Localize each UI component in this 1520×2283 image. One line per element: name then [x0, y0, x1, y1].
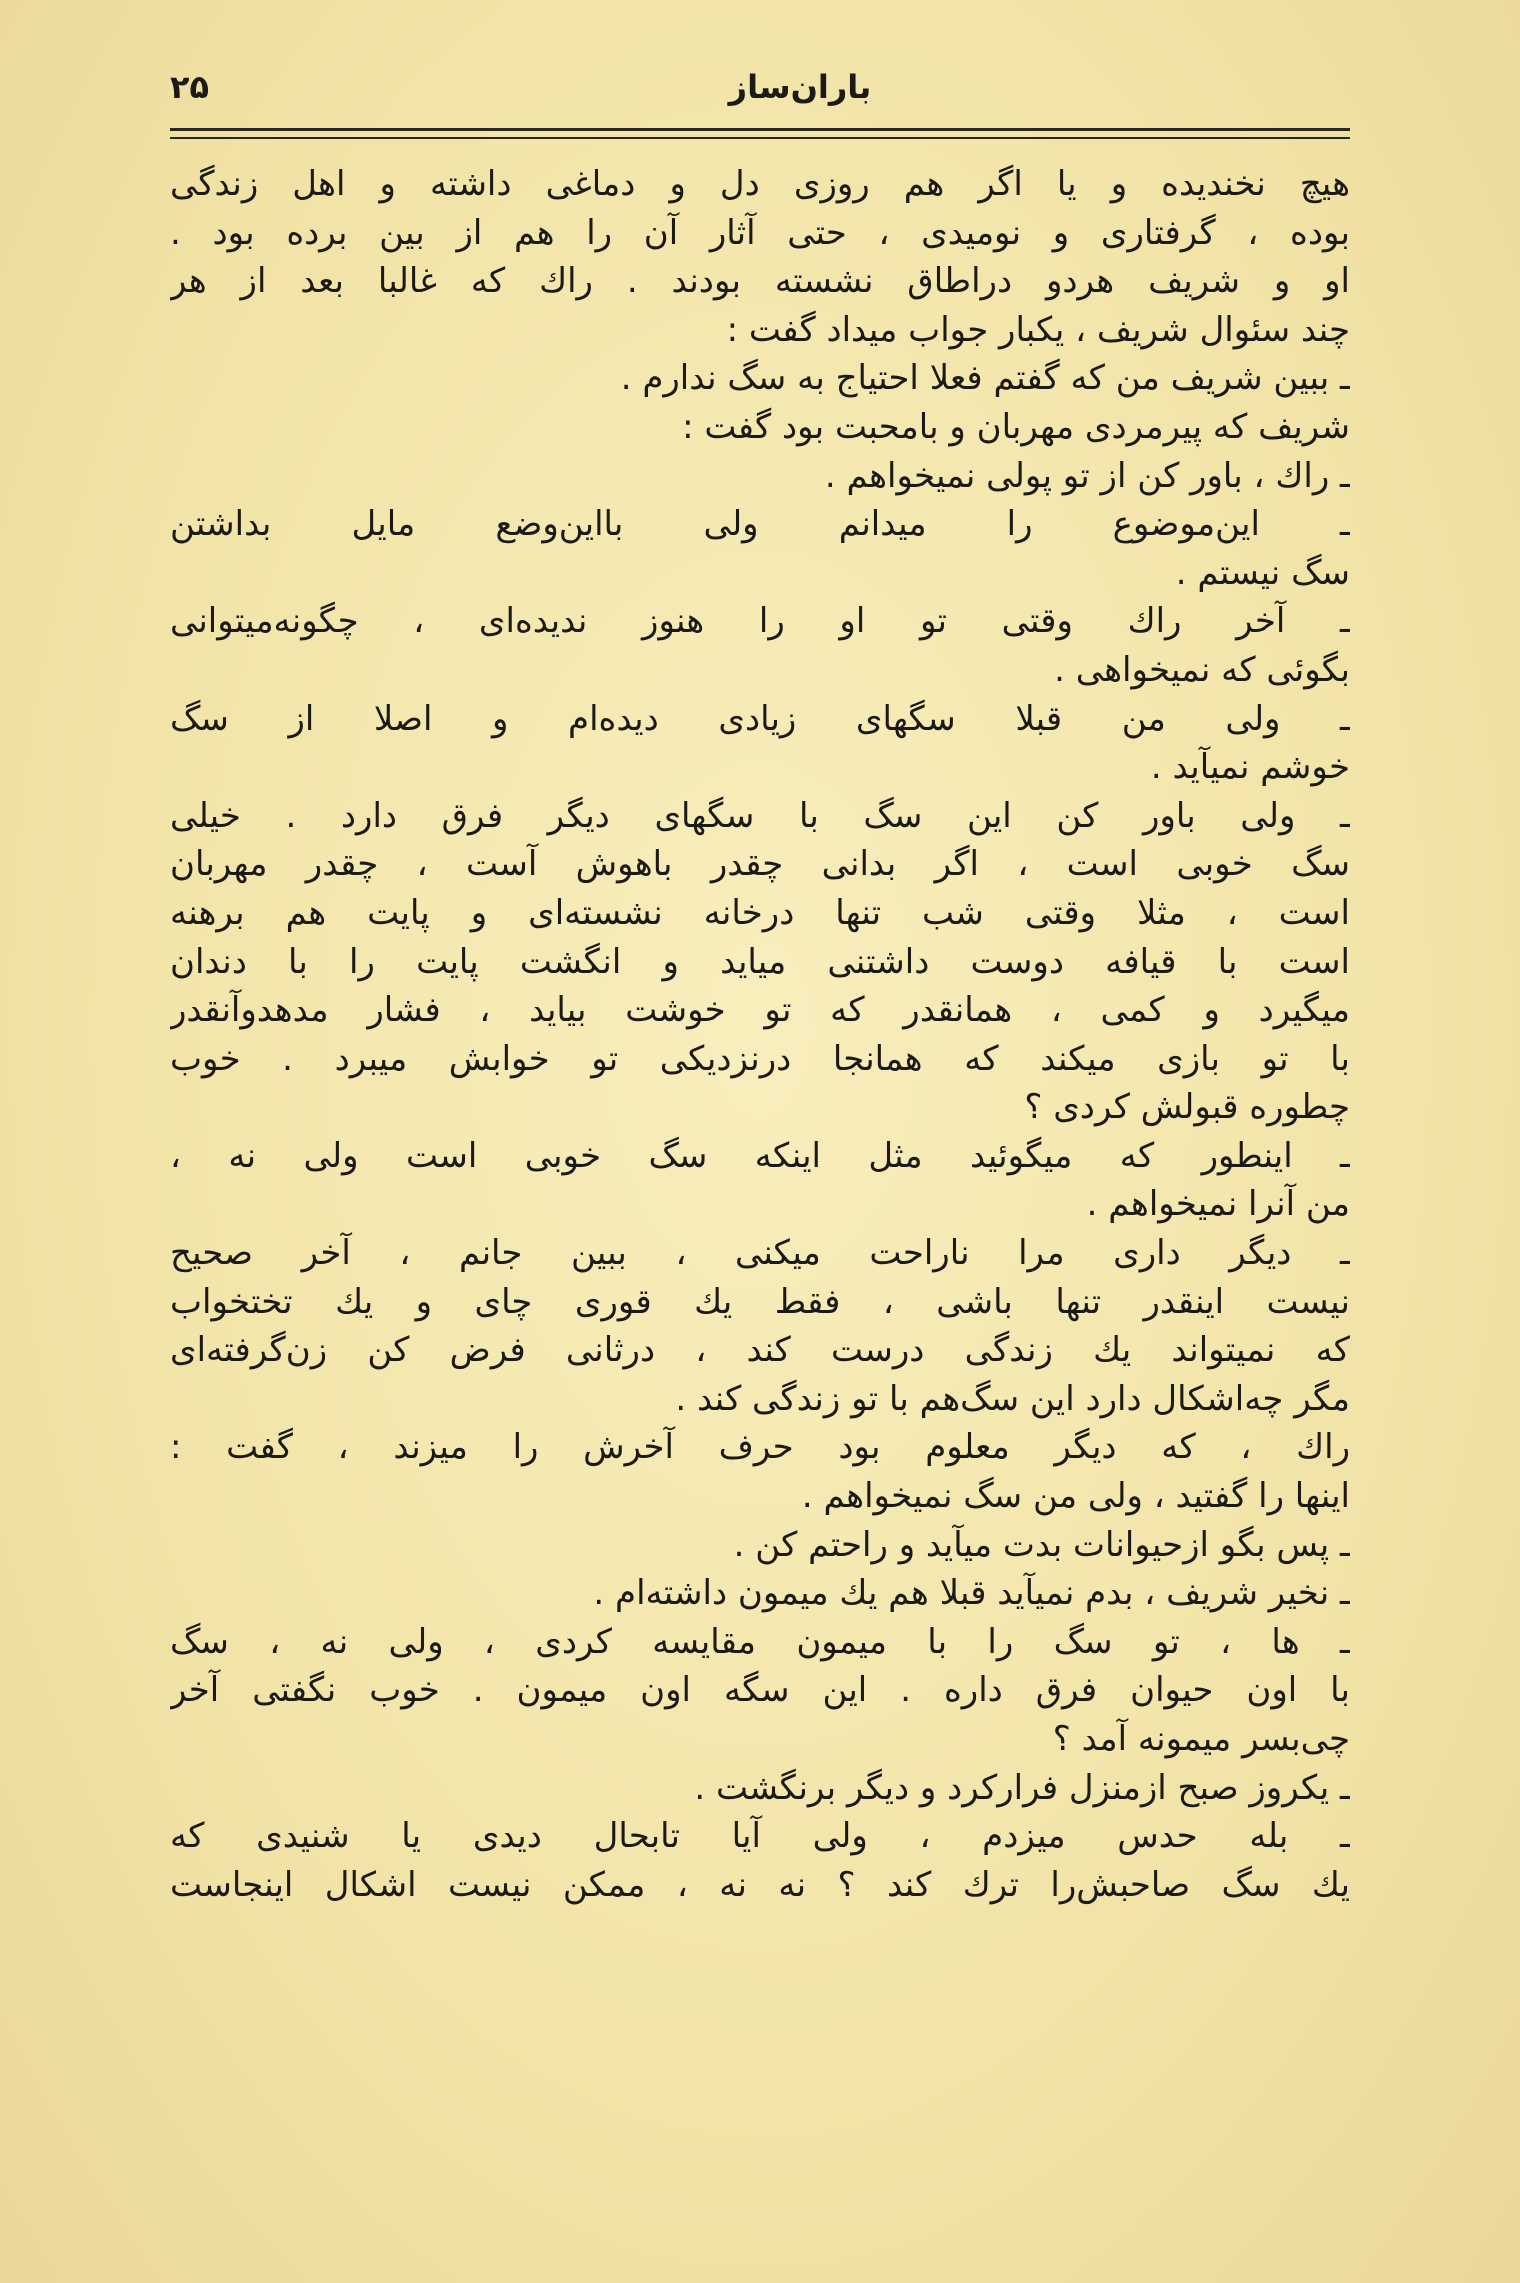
text-line: چی‌بسر میمونه آمد ؟: [1052, 1719, 1350, 1759]
page-number: ۲۵: [170, 68, 210, 106]
text-line: او و شریف هردو دراطاق نشسته بودند . راك که غالبا بعد از هر: [170, 261, 1350, 302]
text-line: یك سگ صاحبش‌را ترك کند ؟ نه نه ، ممکن نیست اشکال اینجاست: [170, 1864, 1350, 1905]
text-line: ـ ببین شریف من که گفتم فعلا احتیاج به سگ ندارم .: [620, 358, 1350, 399]
text-line: راك ، که دیگر معلوم بود حرف آخرش را میزند ، گفت :: [170, 1427, 1350, 1468]
text-line: ـ پس بگو ازحیوانات بدت میآید و راحتم کن .: [733, 1524, 1350, 1565]
text-line: سگ نیستم .: [1175, 552, 1350, 593]
body-text: [170, 160, 1350, 1909]
header-rule-thick: [170, 128, 1350, 131]
page-header: [170, 68, 1350, 128]
text-line: شریف که پیرمردی مهربان و بامحبت بود گفت :: [682, 406, 1350, 447]
text-line: ـ این‌موضوع را میدانم ولی بااین‌وضع مایل بداشتن: [170, 504, 1350, 545]
text-line: ـ یکروز صبح ازمنزل فرارکرد و دیگر برنگشت .: [694, 1767, 1350, 1808]
text-line: بگوئی که نمیخواهی .: [1054, 649, 1350, 690]
text-line: سگ خوبی است ، اگر بدانی چقدر باهوش آست ، چقدر مهربان: [170, 844, 1350, 885]
text-line: که نمیتواند یك زندگی درست کند ، درثانی فرض کن زن‌گرفته‌ای: [170, 1330, 1350, 1371]
header-rule-thin: [170, 137, 1350, 139]
text-line: چطوره قبولش کردی ؟: [1024, 1087, 1350, 1128]
text-line: ـ بله حدس میزدم ، ولی آیا تابحال دیدی یا شنیدی که: [170, 1816, 1350, 1857]
text-line: خوشم نمیآید .: [1150, 747, 1350, 788]
text-line: ـ ها ، تو سگ را با میمون مقایسه کردی ، ولی نه ، سگ: [170, 1621, 1350, 1662]
text-line: با اون حیوان فرق داره . این سگه اون میمون . خوب نگفتی آخر: [170, 1670, 1350, 1711]
text-line: چند سئوال شریف ، یکبار جواب میداد گفت :: [726, 309, 1350, 350]
text-line: است با قیافه دوست داشتنی میاید و انگشت پایت را با دندان: [170, 941, 1350, 982]
running-title: باران‌ساز: [728, 68, 872, 106]
text-line: اینها را گفتید ، ولی من سگ نمیخواهم .: [801, 1476, 1350, 1517]
text-line: با تو بازی میکند که همانجا درنزدیکی تو خوابش میبرد . خوب: [170, 1038, 1350, 1079]
text-line: ـ آخر راك وقتی تو او را هنوز ندیده‌ای ، چگونه‌میتوانی: [170, 601, 1350, 642]
text-line: من آنرا نمیخواهم .: [1086, 1184, 1350, 1225]
text-line: نیست اینقدر تنها باشی ، فقط یك قوری چای و یك تختخواب: [170, 1281, 1350, 1322]
text-line: ـ راك ، باور کن از تو پولی نمیخواهم .: [824, 455, 1350, 496]
text-line: مگر چه‌اشکال دارد این سگ‌هم با تو زندگی کند .: [675, 1378, 1350, 1419]
text-line: است ، مثلا وقتی شب تنها درخانه نشسته‌ای و پایت هم برهنه: [170, 892, 1350, 933]
text-line: ـ ولی من قبلا سگهای زیادی دیده‌ام و اصلا از سگ: [170, 698, 1350, 739]
text-line: میگیرد و کمی ، همانقدر که تو خوشت بیاید ، فشار مدهدوآنقدر: [170, 990, 1350, 1031]
text-line: ـ ولی باور کن این سگ با سگهای دیگر فرق دارد . خیلی: [170, 795, 1350, 836]
text-line: ـ دیگر داری مرا ناراحت میکنی ، ببین جانم ، آخر صحیح: [170, 1233, 1350, 1274]
text-line: ـ نخیر شریف ، بدم نمیآید قبلا هم یك میمون داشته‌ام .: [593, 1573, 1350, 1614]
text-line: ـ اینطور که میگوئید مثل اینکه سگ خوبی است ولی نه ،: [170, 1135, 1350, 1176]
text-line: هیچ نخندیده و یا اگر هم روزی دل و دماغی داشته و اهل زندگی: [170, 164, 1350, 204]
text-line: بوده ، گرفتاری و نومیدی ، حتی آثار آن را هم از بین برده بود .: [170, 212, 1350, 253]
